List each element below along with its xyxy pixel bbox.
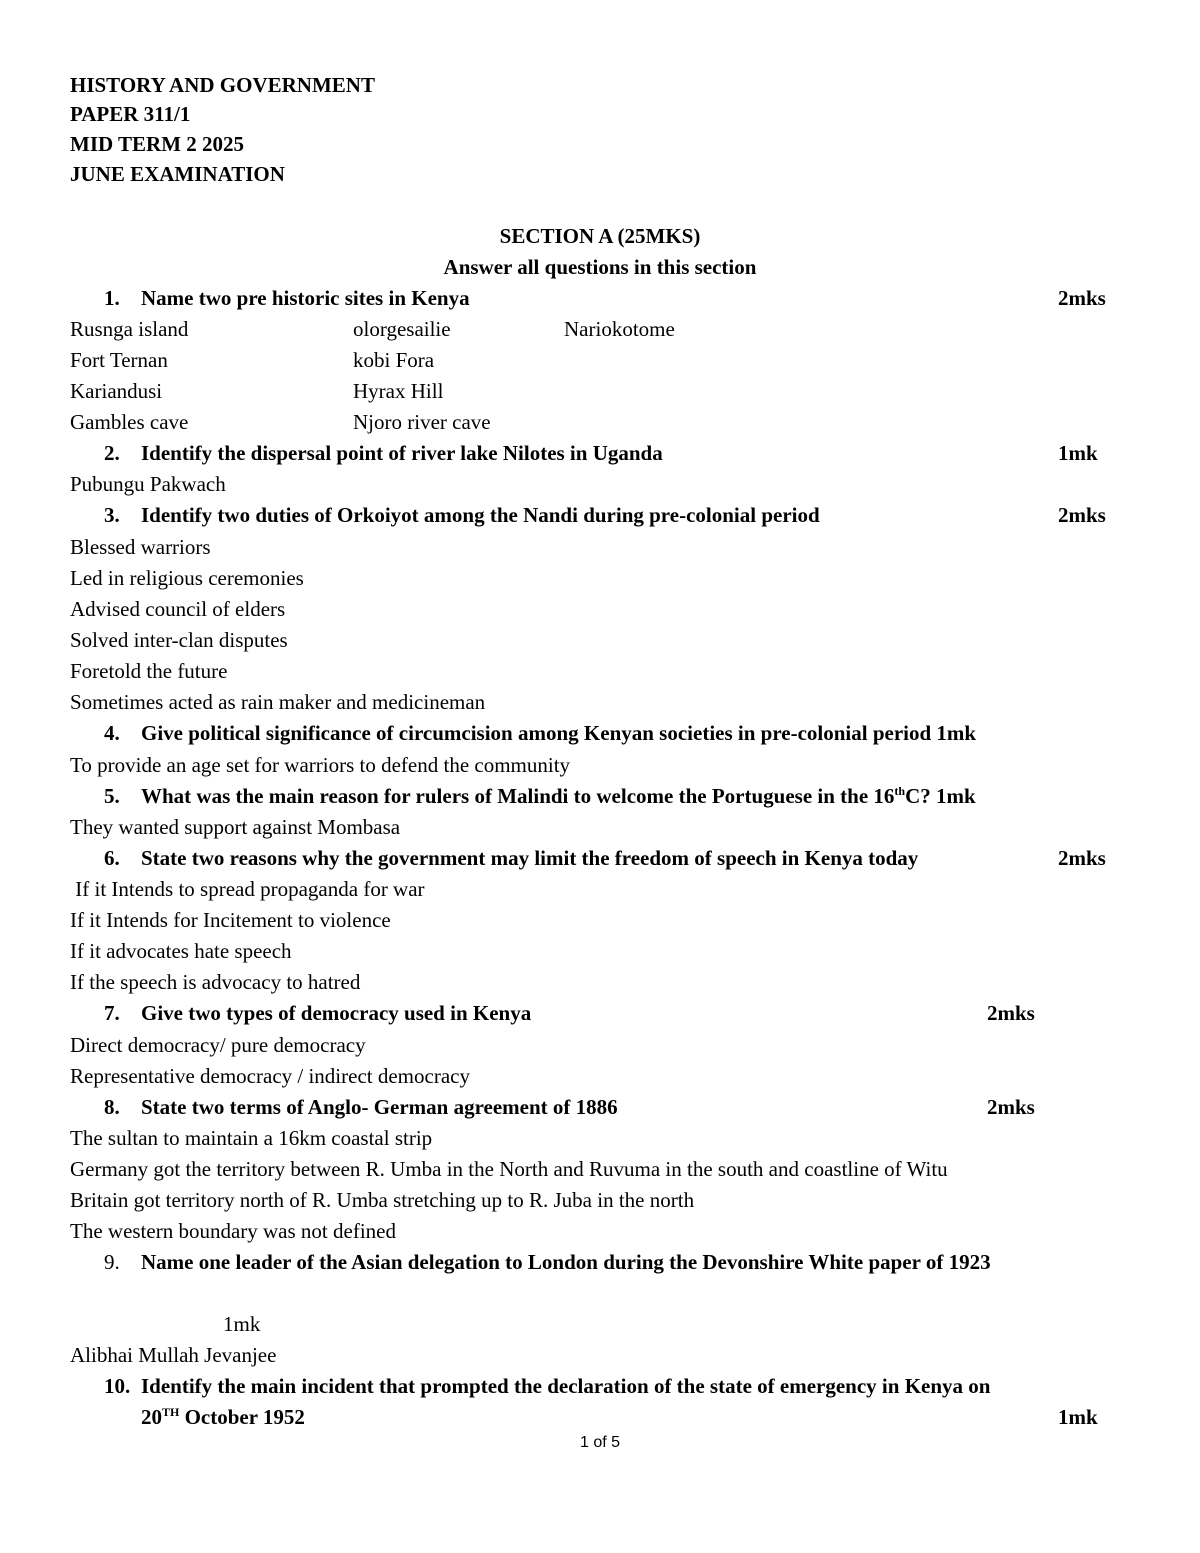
answer-item: They wanted support against Mombasa	[70, 815, 401, 839]
question-text-part: What was the main reason for rulers of Malindi to welcome the Portuguese in the 16	[141, 784, 895, 808]
question-text: Identify the main incident that prompted the declaration of the state of emergency in Kenya on	[141, 1374, 991, 1398]
question-number: 7.	[104, 1001, 120, 1025]
answer-item: Germany got the territory between R. Umba in the North and Ruvuma in the south and coastline of Witu	[70, 1157, 948, 1181]
question-text-line2	[141, 1403, 305, 1431]
question-text: Name two pre historic sites in Kenya	[141, 286, 470, 310]
answer-item: Britain got territory north of R. Umba stretching up to R. Juba in the north	[70, 1188, 695, 1212]
question-number: 9.	[104, 1250, 120, 1274]
answer-item: The western boundary was not defined	[70, 1219, 396, 1243]
question-text: State two reasons why the government may limit the freedom of speech in Kenya today	[141, 846, 919, 870]
subject-title: HISTORY AND GOVERNMENT	[70, 73, 375, 97]
question-number: 5.	[104, 784, 120, 808]
question-number: 3.	[104, 503, 120, 527]
date-rest: October 1952	[179, 1405, 305, 1429]
question-marks: 2mks	[1058, 503, 1106, 527]
question-text: Name one leader of the Asian delegation to London during the Devonshire White paper of 1923	[141, 1250, 991, 1274]
answer-item: Solved inter-clan disputes	[70, 628, 288, 652]
question-text: Identify two duties of Orkoiyot among the Nandi during pre-colonial period	[141, 503, 820, 527]
question-number: 6.	[104, 846, 120, 870]
question-text-part: C? 1mk	[905, 784, 976, 808]
question-marks: 2mks	[987, 1095, 1035, 1119]
answer-item: Advised council of elders	[70, 597, 286, 621]
answer-item: Rusnga island	[70, 317, 189, 341]
answer-item: If it Intends for Incitement to violence	[70, 908, 391, 932]
question-text: Give political significance of circumcision among Kenyan societies in pre-colonial period 1mk	[141, 721, 977, 745]
section-instruction: Answer all questions in this section	[443, 255, 757, 279]
question-text	[141, 782, 976, 810]
exam-label: JUNE EXAMINATION	[70, 162, 285, 186]
answer-item: Sometimes acted as rain maker and medicineman	[70, 690, 486, 714]
answer-item: Njoro river cave	[353, 410, 491, 434]
question-number: 8.	[104, 1095, 120, 1119]
question-marks: 2mks	[1058, 846, 1106, 870]
question-number: 2.	[104, 441, 120, 465]
answer-item: Direct democracy/ pure democracy	[70, 1033, 366, 1057]
answer-item: Gambles cave	[70, 410, 189, 434]
answer-item: If it advocates hate speech	[70, 939, 292, 963]
answer-item: Led in religious ceremonies	[70, 566, 304, 590]
term-label: MID TERM 2 2025	[70, 132, 245, 156]
answer-item: If it Intends to spread propaganda for war	[70, 877, 425, 901]
answer-item: olorgesailie	[353, 317, 451, 341]
answer-item: Nariokotome	[564, 317, 675, 341]
question-text: State two terms of Anglo- German agreement of 1886	[141, 1095, 618, 1119]
question-marks: 1mk	[1058, 441, 1098, 465]
question-marks: 2mks	[987, 1001, 1035, 1025]
page-number: 1 of 5	[579, 1434, 621, 1451]
question-text: Identify the dispersal point of river lake Nilotes in Uganda	[141, 441, 663, 465]
ordinal-suffix: TH	[162, 1405, 180, 1419]
answer-item: Blessed warriors	[70, 535, 211, 559]
section-title: SECTION A (25MKS)	[499, 224, 701, 248]
answer-item: Representative democracy / indirect democracy	[70, 1064, 470, 1088]
answer-item: Foretold the future	[70, 659, 228, 683]
question-number: 10.	[104, 1374, 131, 1398]
ordinal-suffix: th	[894, 784, 906, 798]
question-number: 1.	[104, 286, 120, 310]
answer-item: kobi Fora	[353, 348, 435, 372]
question-marks: 1mk	[1058, 1405, 1098, 1429]
answer-item: Kariandusi	[70, 379, 163, 403]
answer-item: Alibhai Mullah Jevanjee	[70, 1343, 277, 1367]
question-number: 4.	[104, 721, 120, 745]
question-text: Give two types of democracy used in Kenya	[141, 1001, 532, 1025]
answer-item: Pubungu Pakwach	[70, 472, 226, 496]
question-marks: 1mk	[223, 1312, 261, 1336]
date-day: 20	[141, 1405, 162, 1429]
paper-code: PAPER 311/1	[70, 102, 191, 126]
answer-item: To provide an age set for warriors to defend the community	[70, 753, 571, 777]
answer-item: Hyrax Hill	[353, 379, 444, 403]
answer-item: Fort Ternan	[70, 348, 168, 372]
answer-item: If the speech is advocacy to hatred	[70, 970, 361, 994]
question-marks: 2mks	[1058, 286, 1106, 310]
answer-item: The sultan to maintain a 16km coastal strip	[70, 1126, 433, 1150]
